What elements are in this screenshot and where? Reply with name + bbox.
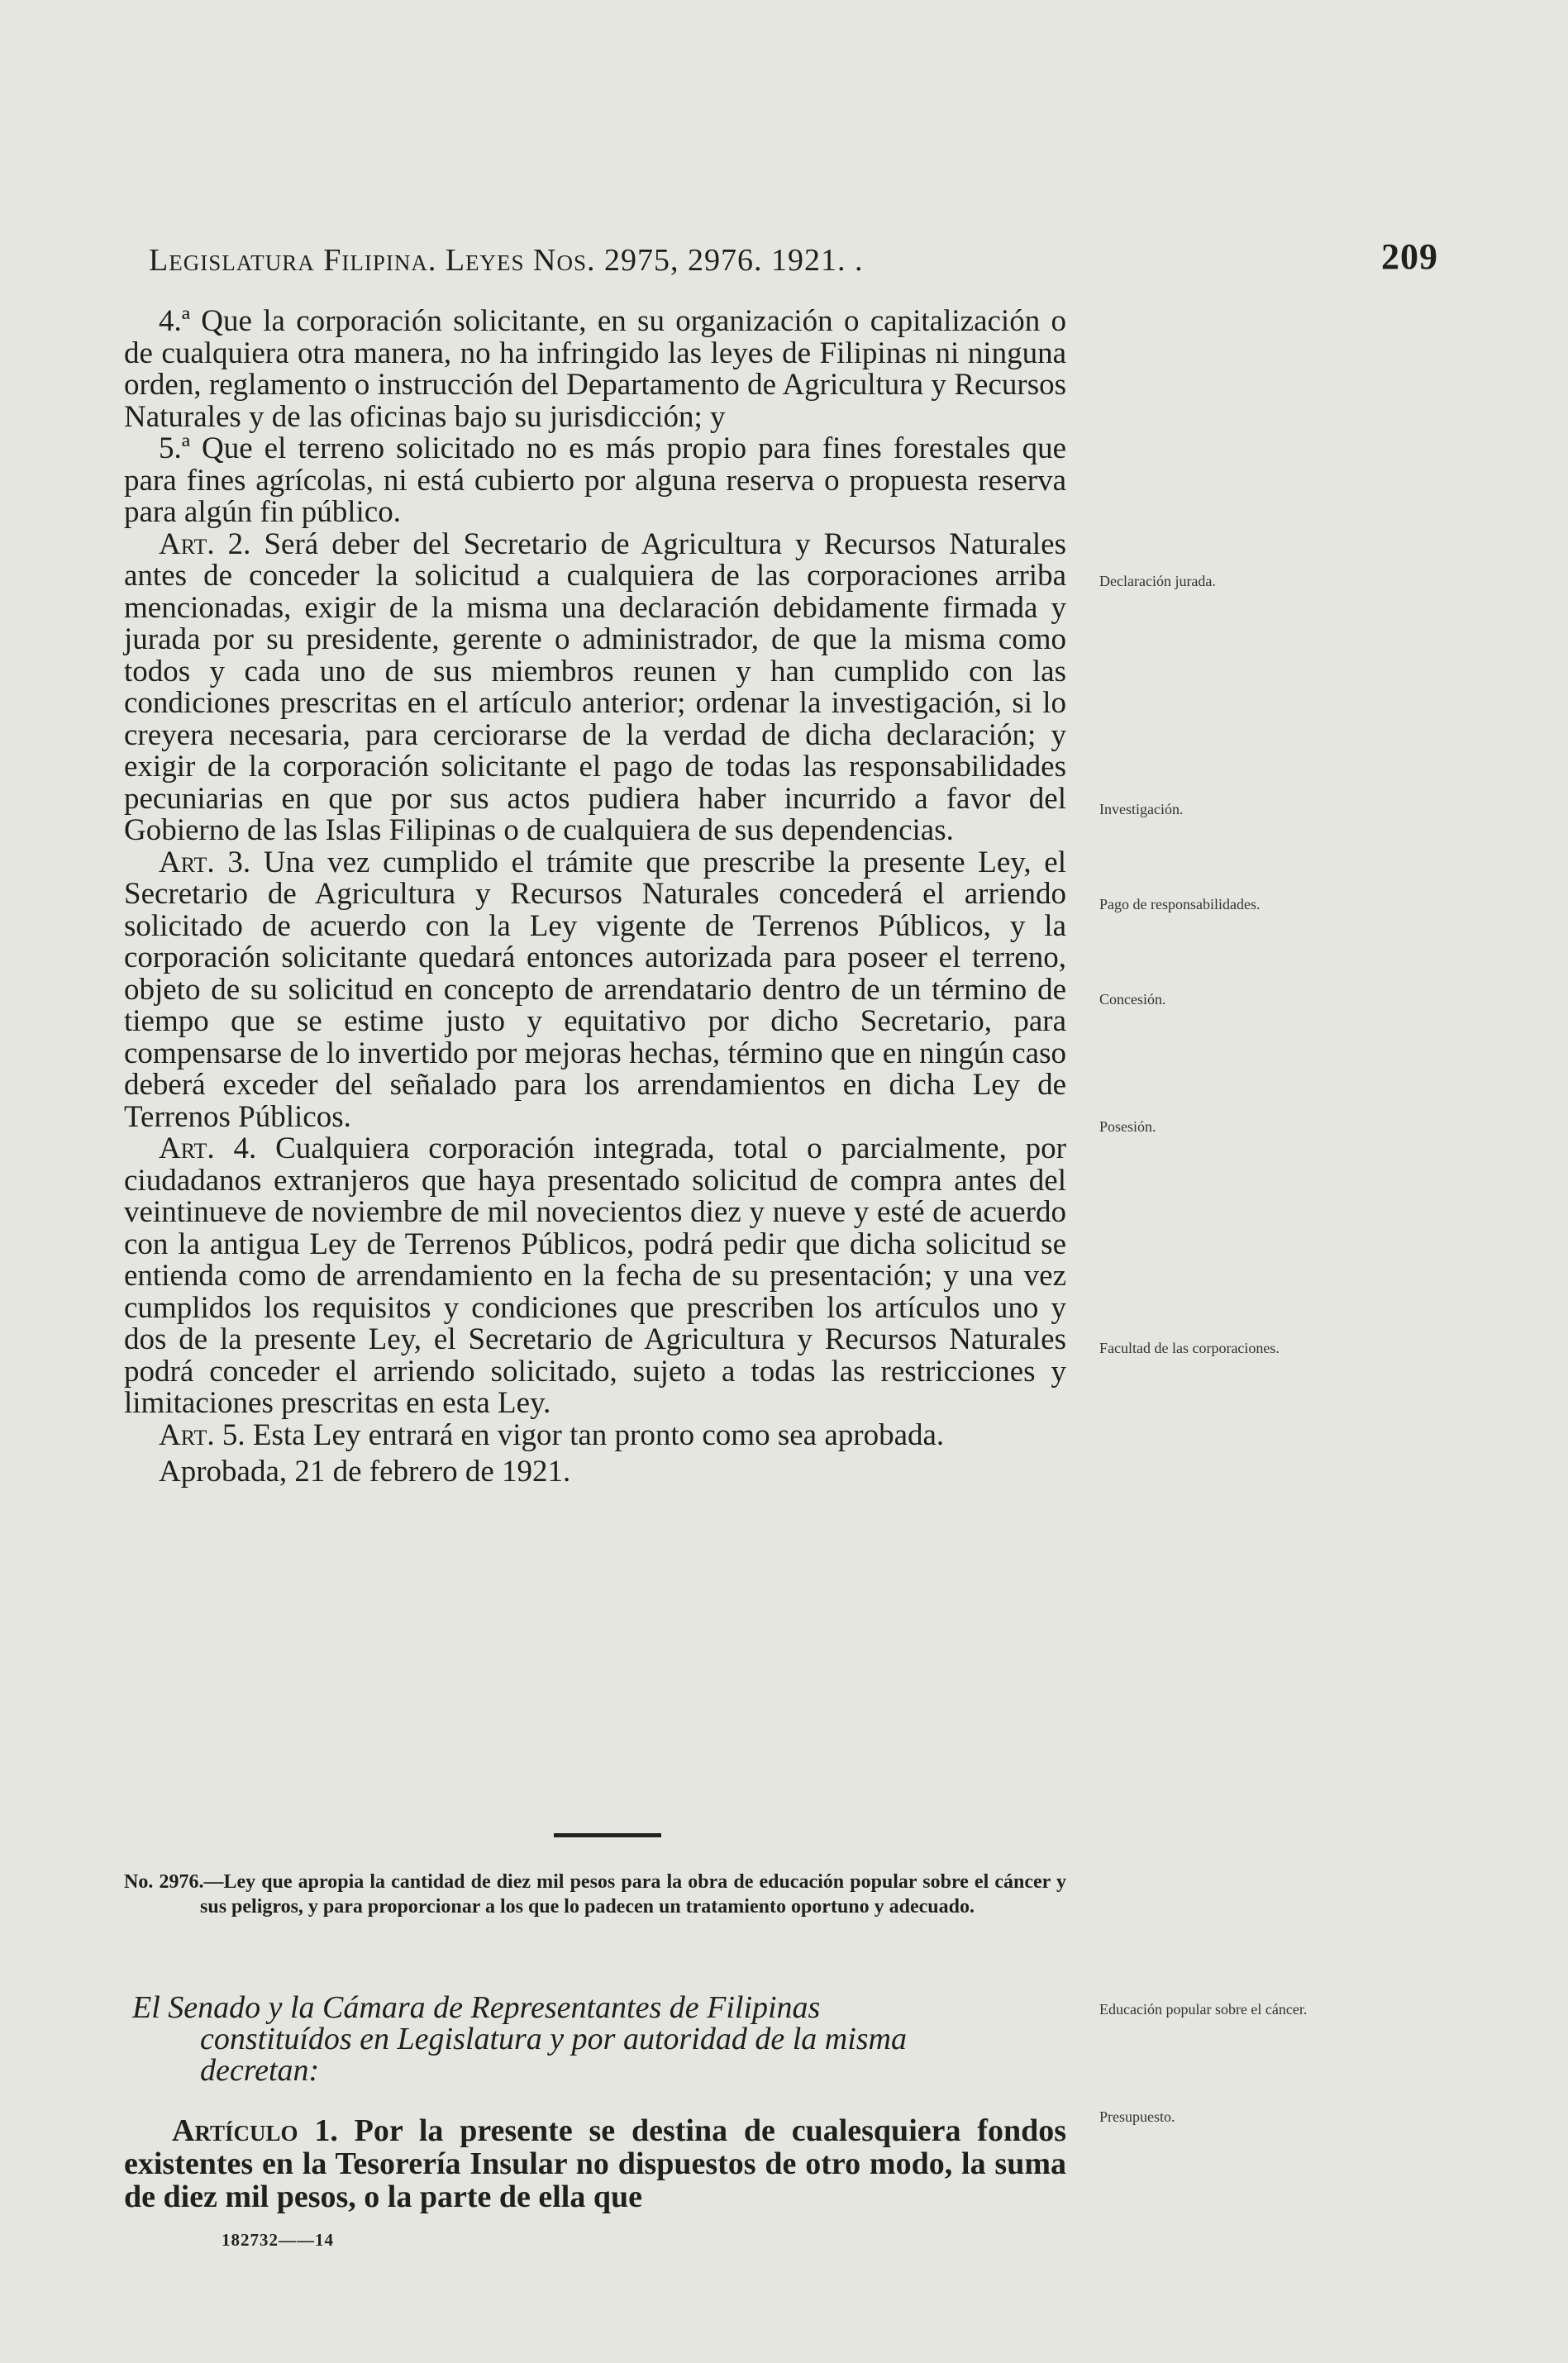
section-divider [554, 1833, 661, 1837]
enacting-clause [132, 1992, 1075, 2086]
article-label: Art. 5. [159, 1417, 245, 1452]
article-label: Art. 3. [159, 845, 251, 879]
article-label: Art. 4. [159, 1131, 257, 1165]
page-number: 209 [1381, 236, 1438, 277]
margin-note-facultad: Facultad de las corporaciones. [1099, 1340, 1280, 1356]
body-text [124, 306, 1066, 1489]
paragraph-art-2 [124, 526, 1067, 847]
margin-note-investigacion: Investigación. [1099, 801, 1184, 817]
article-text: Será deber del Secretario de Agricultura y Recursos Naturales antes de conceder la solicitud a cualquiera de las corporaciones arriba mencionadas, exigir de la misma una declaración debidamente firmada y jurada por su presidente, gerente o administrador, de que la misma como todos y cada uno de sus miembros reunen y han cumplido con las condiciones prescritas en el artículo anterior; ordenar la investigación, si lo creyera necesaria, para cerciorarse de la verdad de dicha declaración; y exigir de la corporación solicitante el pago de todas las responsabilidades pecuniarias en que por sus actos pudiera haber incurrido a favor del Gobierno de las Islas Filipinas o de cualquiera de sus dependencias. [124, 526, 1067, 847]
paragraph-condition-4: 4.ª Que la corporación solicitante, en su organización o capitalización o de cualquiera otra manera, no ha infringido las leyes de Filipinas ni ninguna orden, reglamento o instrucción del Departamento de Agricultura y Recursos Naturales y de las oficinas bajo su jurisdicción; y [124, 304, 1066, 434]
running-header [149, 236, 1438, 285]
margin-note-educacion: Educación popular sobre el cáncer. [1099, 2001, 1308, 2018]
enacting-line-2: constituídos en Legislatura y por autoridad de la misma [200, 2022, 907, 2056]
enacting-line-3: decretan: [200, 2053, 320, 2088]
article-1 [124, 2114, 1066, 2213]
article-text: Una vez cumplido el trámite que prescribe la presente Ley, el Secretario de Agricultura y Recursos Naturales concederá el arriendo solicitado de acuerdo con la Ley vigente de Terrenos Públicos, y la corporación solicitante quedará entonces autorizada para poseer el terreno, objeto de su solicitud en concepto de arrendatario dentro de un término de tiempo que se estime justo y equitativo por dicho Secretario, para compensarse de lo invertido por mejoras hechas, término que en ningún caso deberá exceder del señalado para los arrendamientos en dicha Ley de Terrenos Públicos. [124, 845, 1066, 1134]
running-title: Legislatura Filipina. Leyes Nos. 2975, 2976. 1921. . [149, 243, 864, 278]
margin-note-presupuesto: Presupuesto. [1099, 2108, 1175, 2125]
margin-note-concesion: Concesión. [1099, 991, 1166, 1008]
margin-note-declaracion: Declaración jurada. [1099, 573, 1216, 589]
paragraph-art-4 [124, 1133, 1066, 1420]
enacting-line-1: El Senado y la Cámara de Representantes de Filipinas [132, 1990, 821, 2025]
act-summary-text: No. 2976.—Ley que apropia la cantidad de diez mil pesos para la obra de educación popular sobre el cáncer y sus peligros, y para proporcionar a los que lo padecen un tratamiento oportuno y adecuado. [124, 1871, 1066, 1918]
paragraph-art-5 [124, 1417, 1066, 1452]
signature-mark: 182732——14 [222, 2230, 334, 2250]
article-1-paragraph [124, 2114, 1066, 2213]
article-text: Cualquiera corporación integrada, total o parcialmente, por ciudadanos extranjeros que haya presentado solicitud de compra antes del veintinueve de noviembre de mil novecientos diez y nueve y esté de acuerdo con la antigua Ley de Terrenos Públicos, podrá pedir que dicha solicitud se entienda como de arrendamiento en la fecha de su presentación; y una vez cumplidos los requisitos y condiciones que prescriben los artículos uno y dos de la presente Ley, el Secretario de Agricultura y Recursos Naturales podrá conceder el arriendo solicitado, sujeto a todas las restricciones y limitaciones prescritas en esta Ley. [124, 1131, 1066, 1420]
paragraph-art-3 [124, 847, 1066, 1134]
act-2976-summary [124, 1870, 1066, 1919]
article-1-text: Por la presente se destina de cualesquiera fondos existentes en la Tesorería Insular no dispuestos de otro modo, la suma de diez mil pesos, o la parte de ella que [124, 2113, 1066, 2214]
article-text: Esta Ley entrará en vigor tan pronto como sea aprobada. [252, 1417, 945, 1452]
approval-date: Aprobada, 21 de febrero de 1921. [159, 1455, 571, 1489]
article-1-label: Artículo 1. [172, 2113, 338, 2148]
margin-note-posesion: Posesión. [1099, 1118, 1156, 1135]
margin-note-pago: Pago de responsabilidades. [1099, 896, 1261, 912]
article-label: Art. 2. [159, 526, 251, 561]
paragraph-condition-5: 5.ª Que el terreno solicitado no es más propio para fines forestales que para fines agrícolas, ni está cubierto por alguna reserva o propuesta reserva para algún fin público. [124, 431, 1066, 529]
